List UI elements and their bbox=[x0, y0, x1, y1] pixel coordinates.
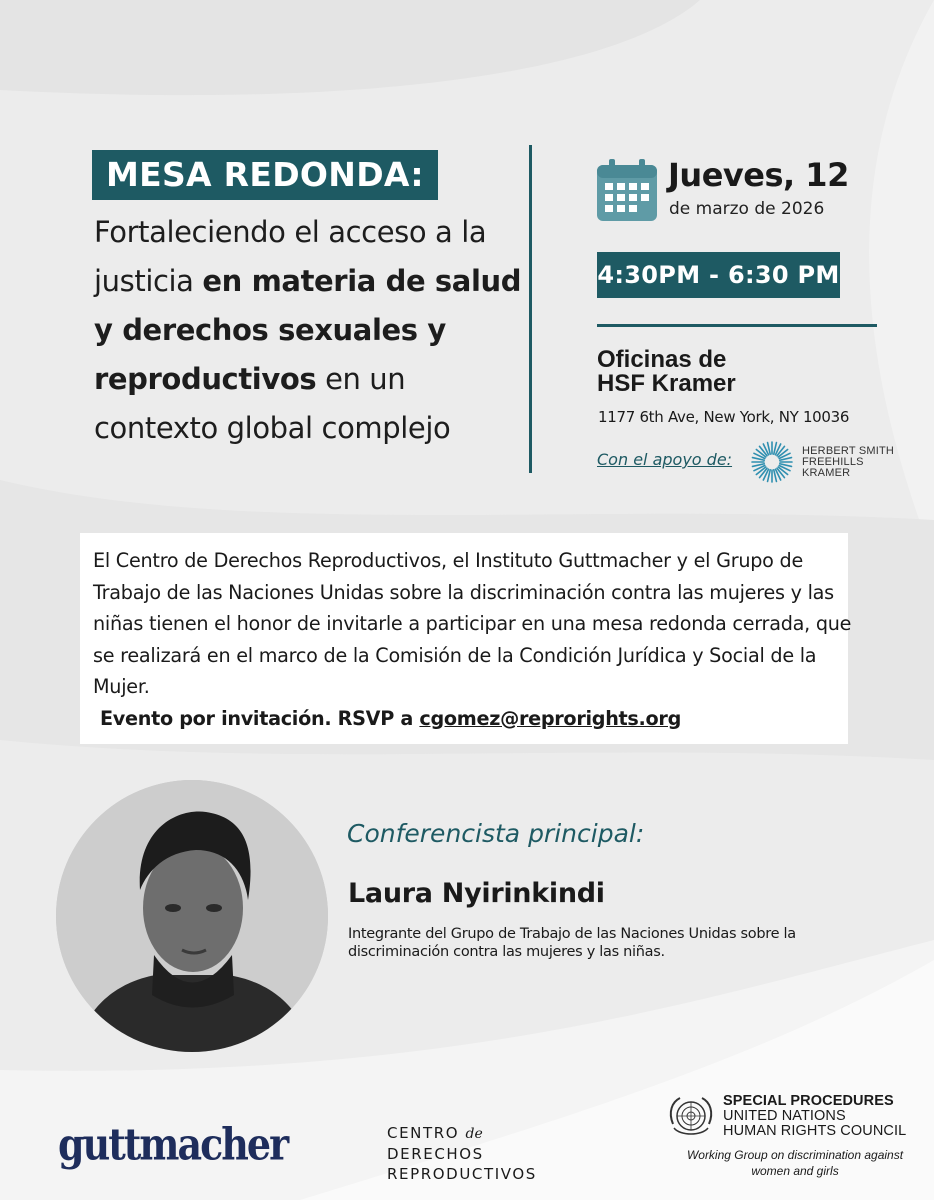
speaker-label: Conferencista principal: bbox=[347, 819, 645, 848]
headline-text-start: Fortaleciendo el acceso a la justicia bbox=[94, 215, 487, 298]
hsf-logo-text bbox=[802, 446, 894, 479]
speaker-portrait bbox=[56, 780, 328, 1052]
horizontal-divider bbox=[597, 324, 877, 327]
event-venue bbox=[597, 348, 847, 396]
headline-text-bold: en materia de salud y derechos sexuales y reproductivos bbox=[94, 264, 522, 396]
centro-line-2: DERECHOS bbox=[387, 1145, 484, 1163]
hsf-line-2: FREEHILLS bbox=[802, 456, 864, 468]
speaker-name: Laura Nyirinkindi bbox=[348, 878, 605, 909]
working-group-caption bbox=[680, 1147, 910, 1179]
headline-text-end: en un contexto global complejo bbox=[94, 362, 451, 445]
support-label[interactable]: Con el apoyo de: bbox=[597, 450, 733, 469]
event-day: Jueves, 12 bbox=[668, 156, 849, 194]
portrait-illustration bbox=[56, 780, 328, 1052]
rsvp-email-link[interactable]: cgomez@reprorights.org bbox=[419, 706, 682, 730]
vertical-divider bbox=[529, 145, 532, 473]
event-date: de marzo de 2026 bbox=[669, 199, 825, 219]
intro-text: El Centro de Derechos Reproductivos, el Instituto Guttmacher y el Grupo de Trabajo de las Naciones Unidas sobre la discriminación contra las mujeres y las niñas tienen el honor de invitarle a participar en una mesa redonda cerrada, que se realizará en el marco de la Comisión de la Condición Jurídica y Social de la Mujer. bbox=[93, 549, 852, 698]
centro-line-1: CENTRO bbox=[387, 1124, 460, 1142]
rsvp-label: Evento por invitación. RSVP a bbox=[100, 706, 420, 730]
calendar-icon bbox=[596, 158, 658, 222]
venue-line-1: Oficinas de bbox=[597, 346, 727, 373]
rsvp-line bbox=[93, 703, 848, 735]
special-procedures-logo bbox=[723, 1093, 906, 1139]
event-time: 4:30PM - 6:30 PM bbox=[597, 252, 840, 298]
wg-line-1: Working Group on discrimination against bbox=[686, 1148, 904, 1162]
un-emblem-icon bbox=[666, 1094, 716, 1140]
intro-box bbox=[80, 533, 852, 744]
venue-line-2: HSF Kramer bbox=[597, 370, 736, 397]
centro-logo bbox=[387, 1123, 537, 1184]
sp-line-2: UNITED NATIONS bbox=[723, 1108, 846, 1124]
sp-title: SPECIAL PROCEDURES bbox=[723, 1093, 894, 1109]
sp-line-3: HUMAN RIGHTS COUNCIL bbox=[723, 1123, 907, 1139]
centro-line-3: REPRODUCTIVOS bbox=[387, 1165, 537, 1183]
hsf-logo-mark bbox=[750, 440, 794, 484]
speaker-role: Integrante del Grupo de Trabajo de las Naciones Unidas sobre la discriminación contra las mujeres y las niñas. bbox=[348, 926, 796, 960]
wg-line-2: women and girls bbox=[751, 1164, 839, 1178]
centro-de: de bbox=[465, 1126, 483, 1142]
hsf-line-3: KRAMER bbox=[802, 467, 851, 479]
guttmacher-logo: guttmacher bbox=[58, 1118, 288, 1170]
hsf-line-1: HERBERT SMITH bbox=[802, 445, 895, 457]
title-badge: MESA REDONDA: bbox=[92, 150, 438, 200]
event-address: 1177 6th Ave, New York, NY 10036 bbox=[598, 408, 850, 426]
event-headline bbox=[94, 208, 524, 453]
